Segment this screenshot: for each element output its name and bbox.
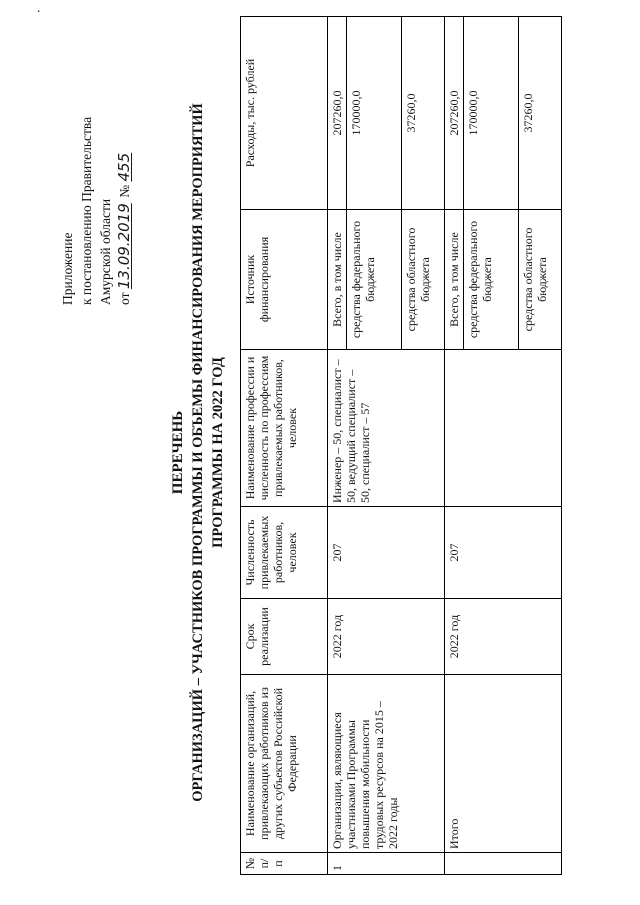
header-professions: Наименование профессии и численность по профессиям привлекаемых работников, человек — [241, 350, 328, 507]
row1-src-total: Всего, в том числе — [328, 210, 347, 350]
total-label: Итого — [445, 675, 562, 853]
appendix-line-2: к постановлению Правительства — [79, 116, 94, 305]
row1-professions: Инженер – 50, специалист – 50, ведущий специалист – 50, специалист – 57 — [328, 350, 445, 507]
total-amt-total: 207260,0 — [445, 17, 464, 210]
row1-org: Организации, являющиеся участниками Программы повышения мобильности трудовых ресурсов на 2015 – 2022 годы — [328, 675, 445, 853]
total-amt-reg: 37260,0 — [519, 17, 562, 210]
total-amt-fed: 170000,0 — [464, 17, 519, 210]
total-term: 2022 год — [445, 599, 562, 675]
total-src-reg: средства областного бюджета — [519, 210, 562, 350]
total-professions — [445, 350, 562, 507]
header-term: Срок реализации — [241, 599, 328, 675]
header-row — [241, 17, 328, 875]
handwritten-date: 13.09.2019 — [115, 203, 133, 290]
header-expenses: Расходы, тыс. рублей — [241, 17, 328, 210]
handwritten-number: 455 — [115, 152, 133, 182]
total-src-fed: средства федерального бюджета — [464, 210, 519, 350]
row1-amt-reg: 37260,0 — [402, 17, 445, 210]
appendix-block — [58, 117, 134, 305]
scan-mark: ˙ — [36, 8, 42, 25]
doc-title: ПЕРЕЧЕНЬ — [170, 410, 186, 495]
doc-title-line3: ПРОГРАММЫ НА 2022 ГОД — [210, 357, 226, 548]
appendix-date-line — [115, 117, 134, 305]
row1-count: 207 — [328, 507, 445, 599]
row1-term: 2022 год — [328, 599, 445, 675]
table-row — [445, 17, 464, 875]
row1-num: 1 — [328, 853, 445, 875]
table-row — [328, 17, 347, 875]
header-num: № п/п — [241, 853, 328, 875]
row1-src-fed: средства федерального бюджета — [347, 210, 402, 350]
total-count: 207 — [445, 507, 562, 599]
doc-title-line2: ОРГАНИЗАЦИЙ – УЧАСТНИКОВ ПРОГРАММЫ И ОБЪЕМЫ ФИНАНСИРОВАНИЯ МЕРОПРИЯТИЙ — [190, 103, 206, 802]
total-src-total: Всего, в том числе — [445, 210, 464, 350]
appendix-line-3: Амурской области — [98, 198, 113, 305]
from-label: от — [117, 292, 132, 305]
total-num — [445, 853, 562, 875]
header-source: Источник финансирования — [241, 210, 328, 350]
funding-table — [240, 16, 562, 875]
header-org: Наименование организаций, привлекающих работников из других субъектов Российской Федерации — [241, 675, 328, 853]
header-count: Численность привлекаемых работников, человек — [241, 507, 328, 599]
appendix-line-1: Приложение — [60, 232, 75, 305]
row1-amt-fed: 170000,0 — [347, 17, 402, 210]
number-label: № — [117, 184, 132, 198]
row1-amt-total: 207260,0 — [328, 17, 347, 210]
row1-src-reg: средства областного бюджета — [402, 210, 445, 350]
